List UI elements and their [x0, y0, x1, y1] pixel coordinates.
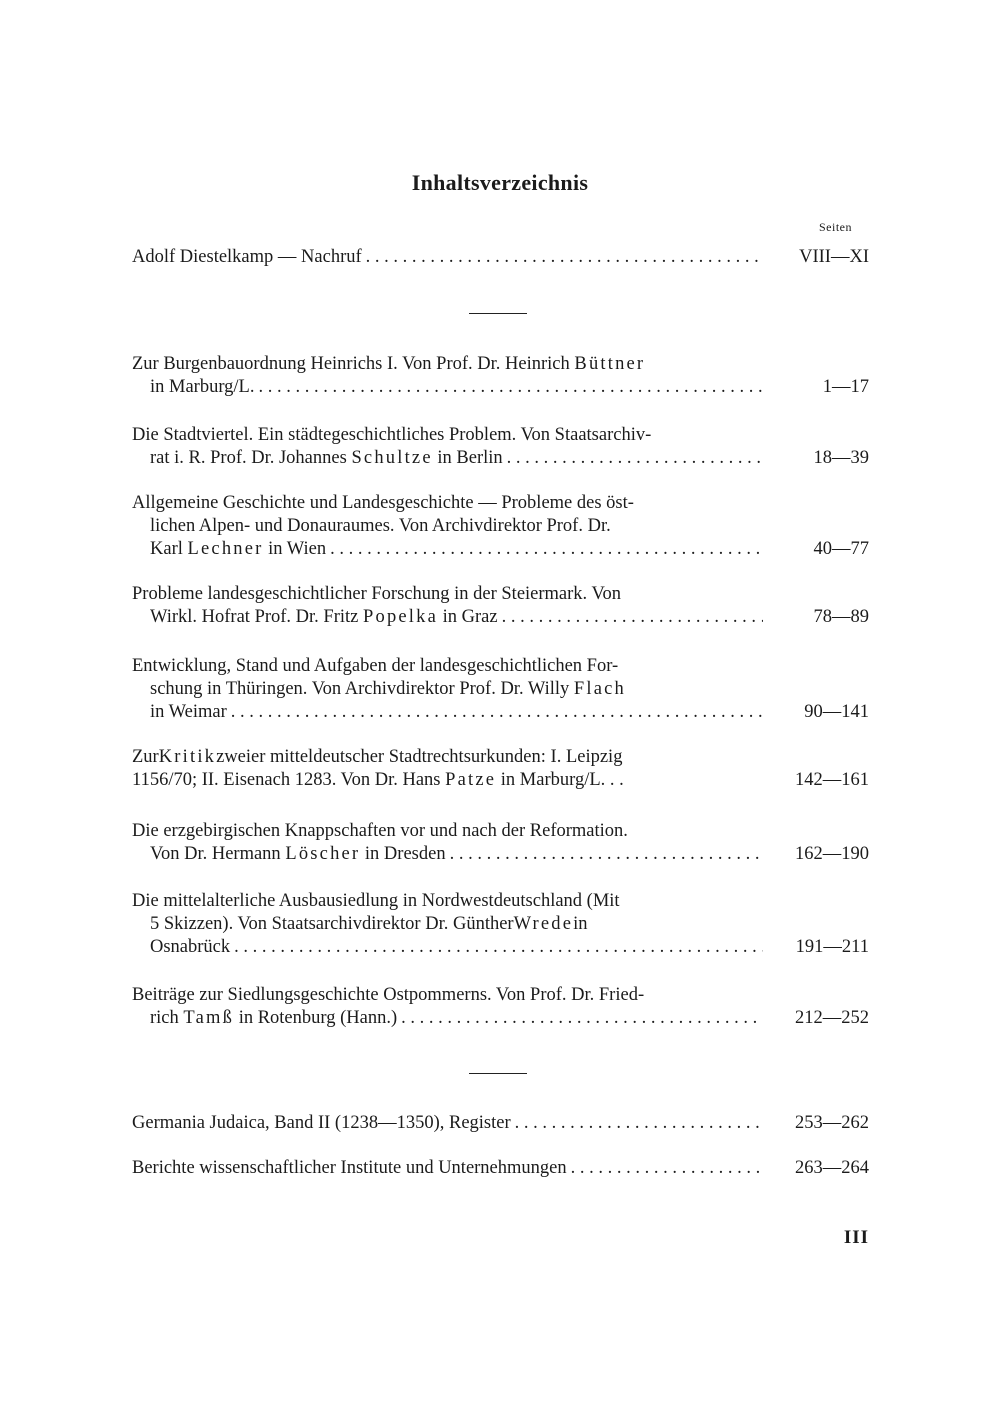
entry-text: lichen Alpen- und Donauraumes. Von Archivdirektor Prof. Dr.	[150, 516, 611, 536]
entry-pages: 253—262	[795, 1113, 869, 1133]
author-name: Flach	[573, 679, 626, 699]
toc-entry[interactable]	[132, 492, 869, 561]
entry-text: Entwicklung, Stand und Aufgaben der landesgeschichtlichen For-	[132, 656, 619, 676]
entry-text: schung in Thüringen. Von Archivdirektor Prof. Dr. Willy	[150, 679, 570, 699]
leader-dots	[450, 843, 763, 866]
author-name: Lechner	[187, 539, 264, 559]
entry-text: rich	[150, 1008, 184, 1028]
entry-text: Wirkl. Hofrat Prof. Dr. Fritz	[150, 607, 363, 627]
entry-pages: 263—264	[795, 1158, 869, 1178]
leader-dots	[507, 447, 763, 470]
leader-dots	[571, 1157, 763, 1180]
author-name: Wrede	[513, 914, 574, 934]
entry-pages: 162—190	[795, 844, 869, 864]
author-name: Schultze	[351, 448, 433, 468]
entry-text: in Berlin	[432, 448, 503, 468]
toc-entry[interactable]	[132, 984, 869, 1030]
pages-column-header: Seiten	[819, 220, 852, 234]
entry-text: in Rotenburg (Hann.)	[234, 1008, 398, 1028]
leader-dots	[330, 538, 763, 561]
entry-pages: 212—252	[795, 1008, 869, 1028]
entry-pages: 40—77	[813, 539, 869, 559]
entry-pages: 142—161	[795, 770, 869, 790]
entry-text: Germania Judaica, Band II (1238—1350), Register	[132, 1113, 511, 1133]
entry-text: Allgemeine Geschichte und Landesgeschichte — Probleme des öst-	[132, 493, 634, 513]
author-name: Löscher	[285, 844, 361, 864]
entry-text: Von Dr. Hermann	[150, 844, 286, 864]
toc-entry[interactable]	[132, 820, 869, 866]
author-name: Büttner	[574, 354, 646, 374]
entry-text: in Marburg/L. . .	[496, 770, 624, 790]
entry-text: in Dresden	[360, 844, 446, 864]
leader-dots	[234, 936, 763, 959]
entry-pages: 1—17	[822, 377, 869, 397]
entry-text: Adolf Diestelkamp — Nachruf	[132, 247, 362, 267]
entry-text: Die Stadtviertel. Ein städtegeschichtliches Problem. Von Staatsarchiv-	[132, 425, 652, 445]
entry-text: in Graz	[438, 607, 498, 627]
author-name: Patze	[445, 770, 497, 790]
toc-entry-preface[interactable]	[132, 246, 869, 269]
toc-entry[interactable]	[132, 655, 869, 724]
leader-dots	[258, 376, 763, 399]
leader-dots	[401, 1007, 763, 1030]
entry-text: in Marburg/L.	[150, 377, 255, 397]
entry-pages: 191—211	[795, 937, 869, 957]
entry-text: Die erzgebirgischen Knappschaften vor und nach der Reformation.	[132, 821, 628, 841]
keyword: Kritik	[158, 747, 217, 767]
toc-entry[interactable]	[132, 746, 869, 792]
section-divider	[469, 1073, 527, 1074]
toc-entry-appendix[interactable]	[132, 1157, 869, 1180]
toc-entry[interactable]	[132, 583, 869, 629]
leader-dots	[231, 701, 763, 724]
entry-pages: 90—141	[804, 702, 869, 722]
entry-text: 1156/70; II. Eisenach 1283. Von Dr. Hans	[132, 770, 446, 790]
entry-text: Osnabrück	[150, 937, 231, 957]
entry-text: Probleme landesgeschichtlicher Forschung in der Steiermark. Von	[132, 584, 621, 604]
toc-entry[interactable]	[132, 353, 869, 399]
page-number: III	[843, 1227, 869, 1248]
entry-text: Karl	[150, 539, 188, 559]
entry-text: Zur	[132, 747, 159, 767]
author-name: Tamß	[183, 1008, 235, 1028]
entry-text: rat i. R. Prof. Dr. Johannes	[150, 448, 352, 468]
leader-dots	[502, 606, 763, 629]
toc-entry[interactable]	[132, 424, 869, 470]
toc-entry-appendix[interactable]	[132, 1112, 869, 1135]
entry-pages: 78—89	[813, 607, 869, 627]
entry-pages: 18—39	[813, 448, 869, 468]
entry-pages: VIII—XI	[799, 247, 869, 267]
entry-text: zweier mitteldeutscher Stadtrechtsurkunden: I. Leipzig	[216, 747, 623, 767]
entry-text: in Wien	[263, 539, 327, 559]
entry-text: Die mittelalterliche Ausbausiedlung in Nordwestdeutschland (Mit	[132, 891, 620, 911]
entry-text: Berichte wissenschaftlicher Institute und Unternehmungen	[132, 1158, 567, 1178]
entry-text: Zur Burgenbauordnung Heinrichs I. Von Prof. Dr. Heinrich	[132, 354, 570, 374]
entry-text: in	[573, 914, 588, 934]
leader-dots	[515, 1112, 763, 1135]
entry-text: in Weimar	[150, 702, 227, 722]
page-title: Inhaltsverzeichnis	[411, 170, 589, 195]
section-divider	[469, 313, 527, 314]
entry-text: Beiträge zur Siedlungsgeschichte Ostpommerns. Von Prof. Dr. Fried-	[132, 985, 645, 1005]
entry-text: 5 Skizzen). Von Staatsarchivdirektor Dr. Günther	[150, 914, 514, 934]
author-name: Popelka	[363, 607, 439, 627]
leader-dots	[366, 246, 763, 269]
toc-entry[interactable]	[132, 890, 869, 959]
